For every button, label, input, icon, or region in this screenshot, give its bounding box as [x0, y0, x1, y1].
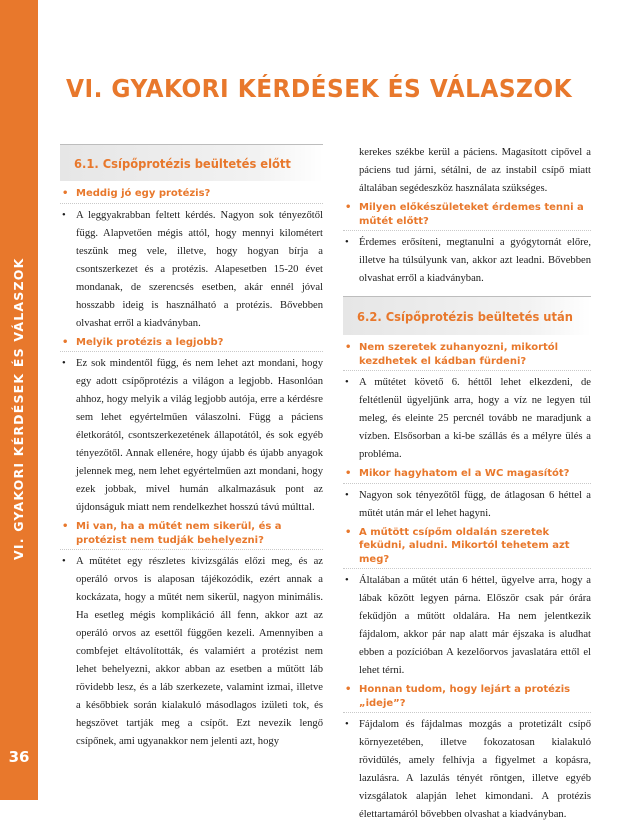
section-title: 6.1. Csípőprotézis beültetés előtt — [74, 155, 291, 171]
answer: • Fájdalom és fájdalmas mozgás a protetizált csípő környezetében, illetve fokozatosan kialakuló rövidülés, amely felhívja a figyelmet a kopásra, lazulásra. A lazulás tényét röntgen, illetve egyéb vizsgálatok alapján lehet kimondani. A protézis élettartamáról bővebben olvashat a kiadványban. — [343, 716, 591, 824]
answer-continuation: kerekes székbe kerül a páciens. Magasított cipővel a páciens tud járni, sétálni, de az instabil csípő miatt általában segédeszköz használata szükséges. — [359, 147, 591, 194]
answer: • Érdemes erősíteni, megtanulni a gyógytornát előre, illetve ha túlsúlyunk van, akkor azt leadni. Bővebben olvashat erről a kiadványban. — [343, 234, 591, 288]
chapter-sidebar — [0, 0, 38, 800]
answer: • Általában a műtét után 6 héttel, ügyelve arra, hogy a lábak között legyen párna. Először csak pár órára fekűdjön a műtött oldalára. Ha nem jelentkezik fájdalom, akkor pár nap alatt már éjszaka is aludhat ebben a pozícióban A kezelőorvos javaslatára ettől el lehet térni. — [343, 572, 591, 680]
question: • Nem szeretek zuhanyozni, mikortól kezdhetek el kádban fürdeni? — [343, 341, 591, 371]
answer: • Nagyon sok tényezőtől függ, de átlagosan 6 héttel a műtét után már el lehet hagyni. — [343, 487, 591, 523]
question: • Honnan tudom, hogy lejárt a protézis „ideje”? — [343, 683, 591, 713]
question: • A műtött csípőm oldalán szeretek feküdni, aludni. Mikortól tehetem azt meg? — [343, 526, 591, 570]
section-header-before-surgery — [60, 144, 323, 181]
section-header-after-surgery — [343, 296, 591, 335]
page-number: 36 — [8, 748, 30, 766]
question: • Mikor hagyhatom el a WC magasítót? — [343, 467, 591, 484]
question: • Melyik protézis a legjobb? — [60, 336, 323, 353]
question: • Milyen előkészületeket érdemes tenni a műtét előtt? — [343, 201, 591, 231]
section-title: 6.2. Csípőprotézis beültetés után — [357, 308, 573, 324]
answer: • Ez sok mindentől függ, és nem lehet azt mondani, hogy egy adott csípőprotézis a világon a legjobb. Hasonlóan ahhoz, hogy melyik a világ legjobb autója, erre a kérdésre sem lehet egyértelműen válaszolni. Függ a páciens életkorától, csontszerkezetének állapotától, és sok egyéb tényezőtől. Annak ellenére, hogy újabb és újabb anyagok jelennek meg, nem lehet egyértelműen azt mondani, hogy ezek jobbak, mivel humán alkalmazásuk pont az újdonságuk miatt nem rendelkezhet hosszú távú múlttal. — [60, 355, 323, 517]
sidebar-chapter-title: VI. GYAKORI KÉRDÉSEK ÉS VÁLASZOK — [11, 257, 26, 560]
answer: • A műtétet egy részletes kivizsgálás előzi meg, és az operáló orvos is alaposan tájékozódik, ezért annak a kockázata, hogy a műtét nem sikerül, nagyon minimális. Ha esetleg mégis komplikáció áll fenn, akkor azt az operáló orvos az esettől függően kezeli. Amennyiben a combfejet eltávolították, és valamiért a protézist nem lehet behelyezni, akkor abban az esetben a műtött láb rövidebb lesz, és a láb szerkezete, valamint izmai, illetve a későbbiek során kialakuló másodlagos izületi tok, és hegszövet tartják meg a csípőt. Ezt nevezik lengő csípőnek, ami ugyanakkor nem jelenti azt, hogy — [60, 553, 323, 751]
right-column — [343, 144, 591, 826]
question: • Meddig jó egy protézis? — [60, 187, 323, 204]
answer: • A műtétet követő 6. héttől lehet elkezdeni, de feltétlenül ügyeljünk arra, hogy a víz ne legyen túl meleg, és eleinte 25 percnél tovább ne maradjunk a vízben. Elsősorban a ki-be szállás és a mélyre ülés a probléma. — [343, 374, 591, 464]
page-title: VI. GYAKORI KÉRDÉSEK ÉS VÁLASZOK — [66, 74, 573, 103]
question: • Mi van, ha a műtét nem sikerül, és a protézist nem tudják behelyezni? — [60, 520, 323, 550]
answer: • A leggyakrabban feltett kérdés. Nagyon sok tényezőtől függ. Alapvetően mégis attól, hogy mennyi kilométert teszünk meg vele, illetve, hogy hogyan bírja a csontszerkezet és a protézis. Alapesetben 15-20 évet mondanak, de szerencsés esetben, akár ennél jóval hosszabb ideig is használható a protézis. Bővebben olvashat erről a kiadványban. — [60, 207, 323, 333]
left-column — [60, 140, 323, 753]
